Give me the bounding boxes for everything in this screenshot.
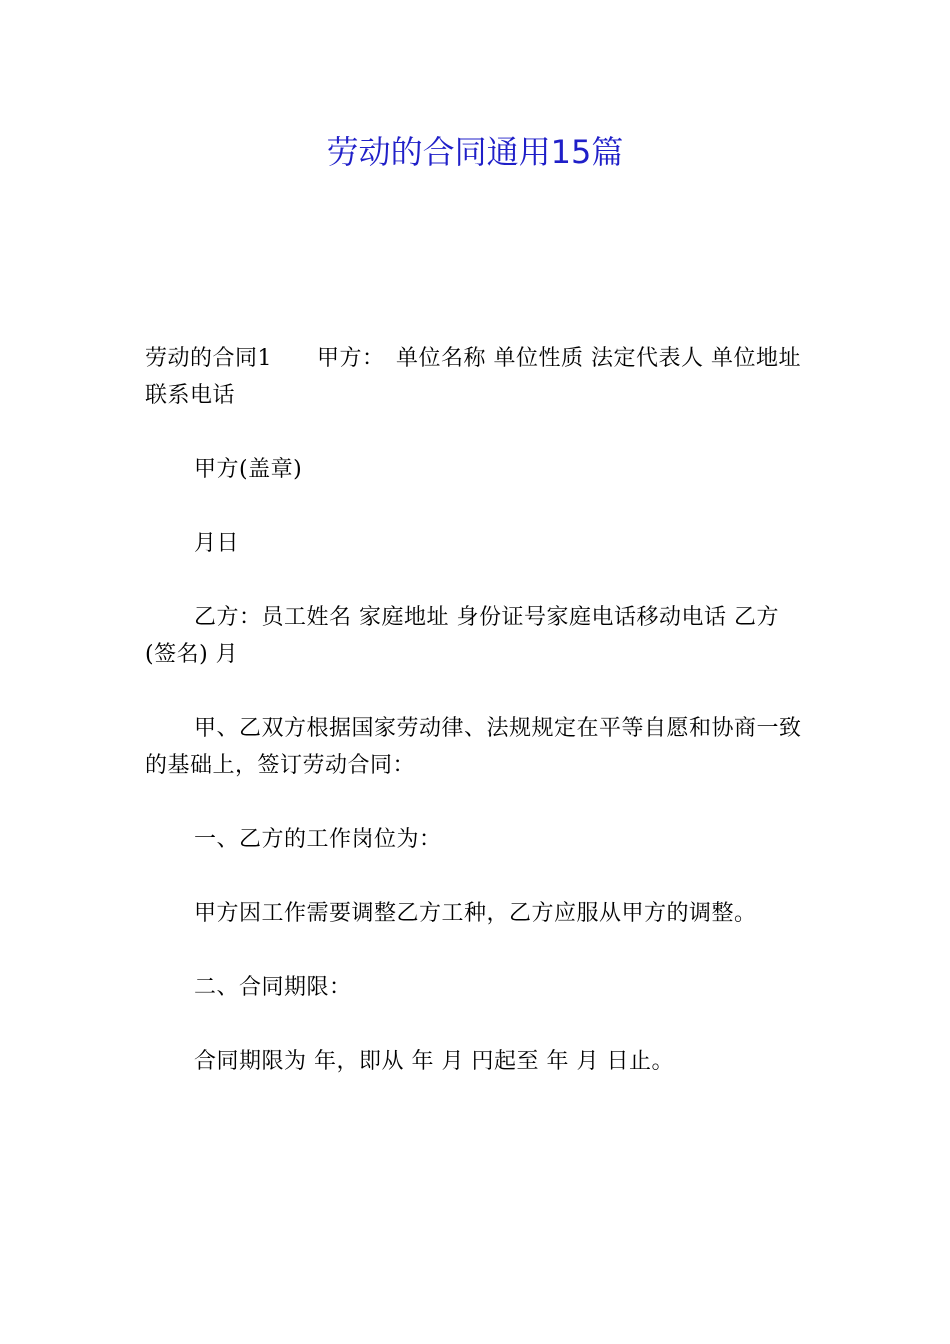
paragraph-party-a-seal: 甲方(盖章)	[194, 457, 303, 482]
document-title: 劳动的合同通用15篇	[326, 133, 624, 171]
paragraph-party-b: 乙方：员工姓名 家庭地址 身份证号家庭电话移动电话 乙方(签名) 月	[145, 605, 779, 667]
paragraph-contract-term: 合同期限为 年，即从 年 月 円起至 年 月 日止。	[194, 1049, 674, 1074]
paragraph-preamble: 甲、乙双方根据国家劳动律、法规规定在平等自愿和协商一致的基础上，签订劳动合同：	[145, 716, 802, 778]
section-heading-contract-term: 二、合同期限：	[194, 975, 352, 1000]
document-body	[145, 340, 810, 1117]
paragraph-job-adjustment: 甲方因工作需要调整乙方工种，乙方应服从甲方的调整。	[194, 901, 757, 926]
section-heading-job-position: 一、乙方的工作岗位为：	[194, 827, 442, 852]
paragraph-contract-header: 劳动的合同1 甲方： 单位名称 单位性质 法定代表人 单位地址 联系电话	[145, 346, 801, 408]
paragraph-date: 月日	[194, 531, 240, 556]
